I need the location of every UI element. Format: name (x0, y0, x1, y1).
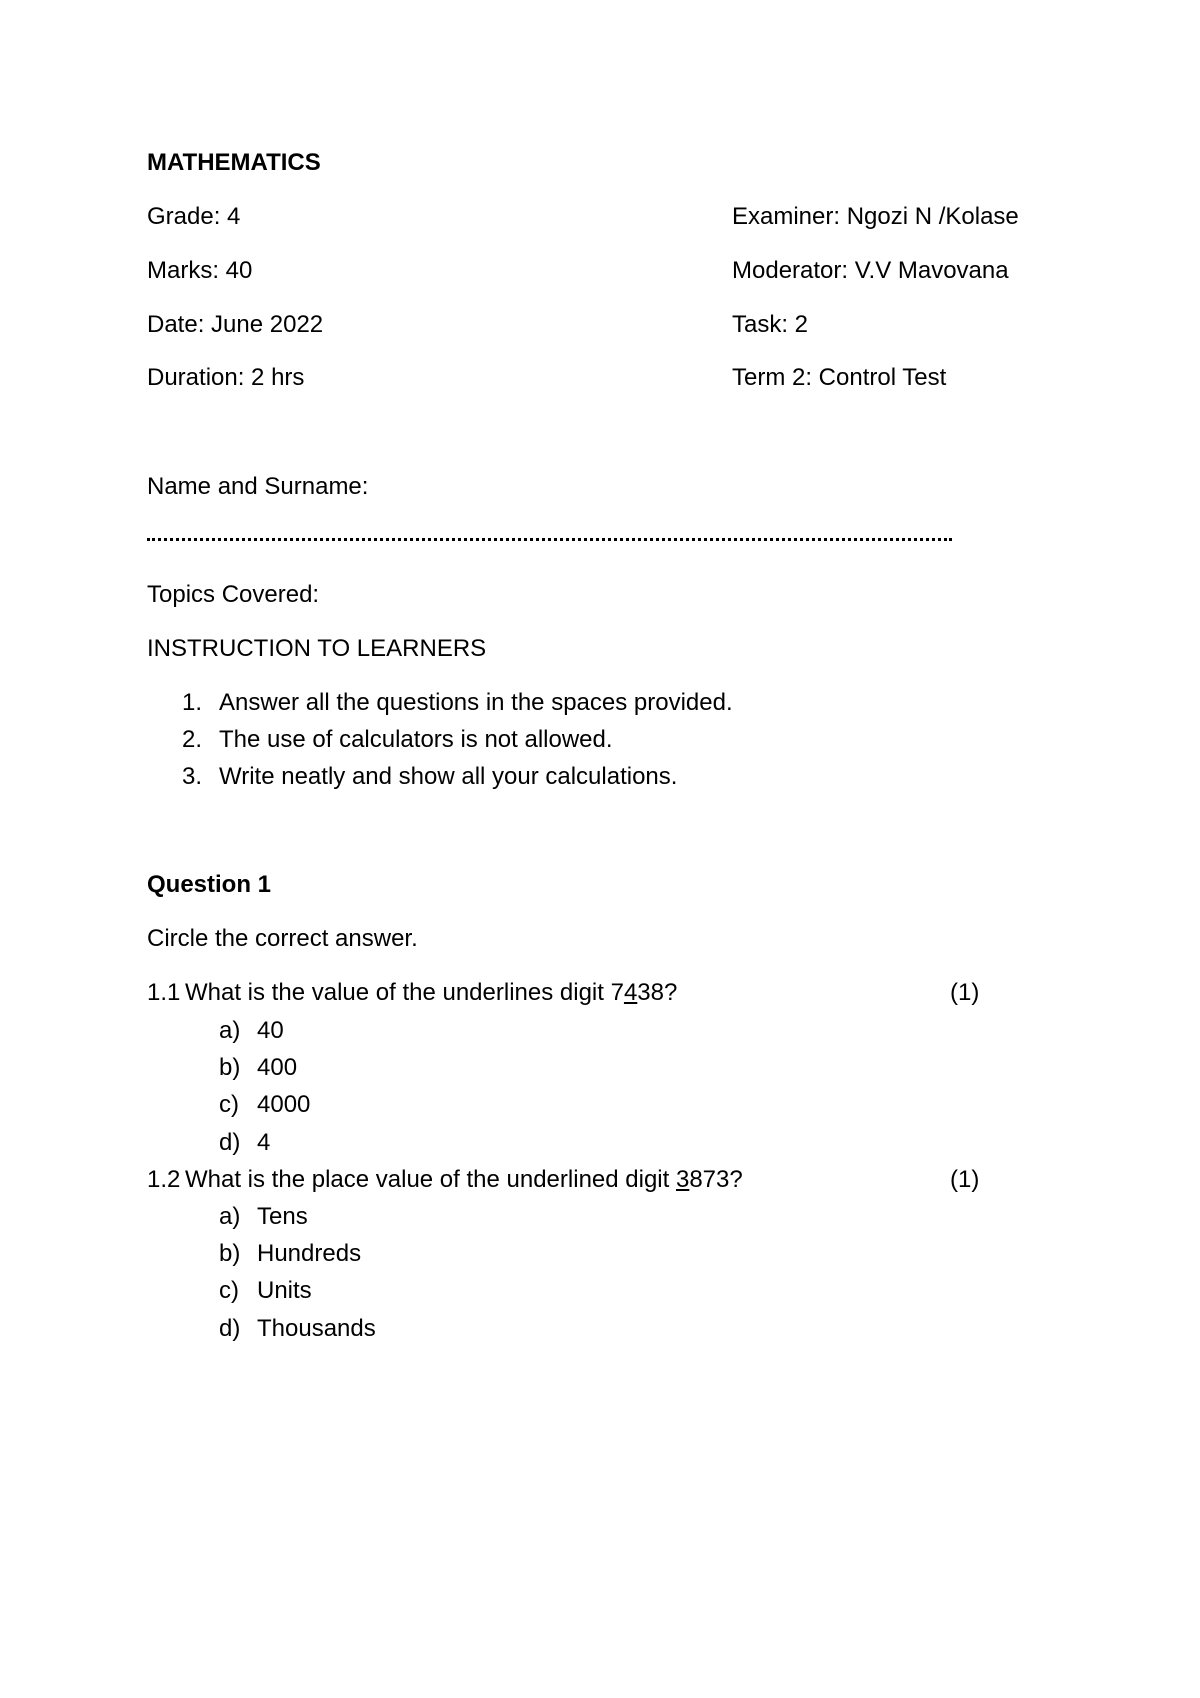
instruction-text: The use of calculators is not allowed. (219, 726, 613, 753)
question-number: 1.2 (147, 1166, 181, 1193)
option-a[interactable] (219, 1016, 284, 1046)
option-b[interactable] (219, 1053, 297, 1083)
option-text: 40 (257, 1017, 284, 1044)
instructions-heading: INSTRUCTION TO LEARNERS (147, 635, 487, 662)
option-letter: b) (219, 1054, 241, 1081)
term-label: Term 2: Control Test (732, 364, 947, 391)
name-answer-line (147, 528, 952, 541)
option-letter: d) (219, 1315, 241, 1342)
instruction-item (147, 688, 733, 718)
instruction-number: 1. (182, 689, 203, 716)
date-label: Date: June 2022 (147, 311, 324, 338)
option-letter: a) (219, 1017, 241, 1044)
underlined-digit: 3 (675, 1166, 690, 1193)
grade-label: Grade: 4 (147, 203, 241, 230)
instruction-number: 2. (182, 726, 203, 753)
question-text-after: 38? (637, 979, 678, 1006)
topics-covered-label: Topics Covered: (147, 581, 320, 608)
option-d[interactable] (219, 1314, 376, 1344)
option-text: 4000 (257, 1091, 311, 1118)
question-text-after: 873? (689, 1166, 743, 1193)
option-letter: c) (219, 1277, 239, 1304)
option-letter: b) (219, 1240, 241, 1267)
name-surname-label: Name and Surname: (147, 473, 369, 500)
moderator-label: Moderator: V.V Mavovana (732, 257, 1009, 284)
duration-label: Duration: 2 hrs (147, 364, 305, 391)
question-1-1-marks: (1) (950, 979, 980, 1006)
examiner-label: Examiner: Ngozi N /Kolase (732, 203, 1019, 230)
option-a[interactable] (219, 1202, 308, 1232)
question-text-before: What is the value of the underlines digit 7 (185, 979, 624, 1006)
option-text: Hundreds (257, 1240, 362, 1267)
subject-title: MATHEMATICS (147, 149, 321, 176)
task-label: Task: 2 (732, 311, 809, 338)
option-letter: c) (219, 1091, 239, 1118)
question-1-2 (147, 1165, 743, 1195)
option-text: 4 (257, 1129, 271, 1156)
question-text-before: What is the place value of the underlined digit (185, 1166, 676, 1193)
instruction-text: Answer all the questions in the spaces provided. (219, 689, 733, 716)
question-1-1 (147, 978, 677, 1008)
instruction-item (147, 725, 613, 755)
option-letter: a) (219, 1203, 241, 1230)
option-text: Tens (257, 1203, 308, 1230)
question-1-2-marks: (1) (950, 1166, 980, 1193)
instruction-text: Write neatly and show all your calculations. (219, 763, 678, 790)
option-text: 400 (257, 1054, 298, 1081)
underlined-digit: 4 (623, 979, 638, 1006)
instruction-item (147, 762, 677, 792)
question-number: 1.1 (147, 979, 181, 1006)
option-c[interactable] (219, 1276, 312, 1306)
option-b[interactable] (219, 1239, 361, 1269)
option-c[interactable] (219, 1090, 310, 1120)
option-letter: d) (219, 1129, 241, 1156)
option-text: Thousands (257, 1315, 376, 1342)
option-text: Units (257, 1277, 312, 1304)
question-1-title: Question 1 (147, 871, 272, 898)
question-1-instruction: Circle the correct answer. (147, 925, 418, 952)
marks-label: Marks: 40 (147, 257, 253, 284)
instruction-number: 3. (182, 763, 203, 790)
option-d[interactable] (219, 1128, 270, 1158)
